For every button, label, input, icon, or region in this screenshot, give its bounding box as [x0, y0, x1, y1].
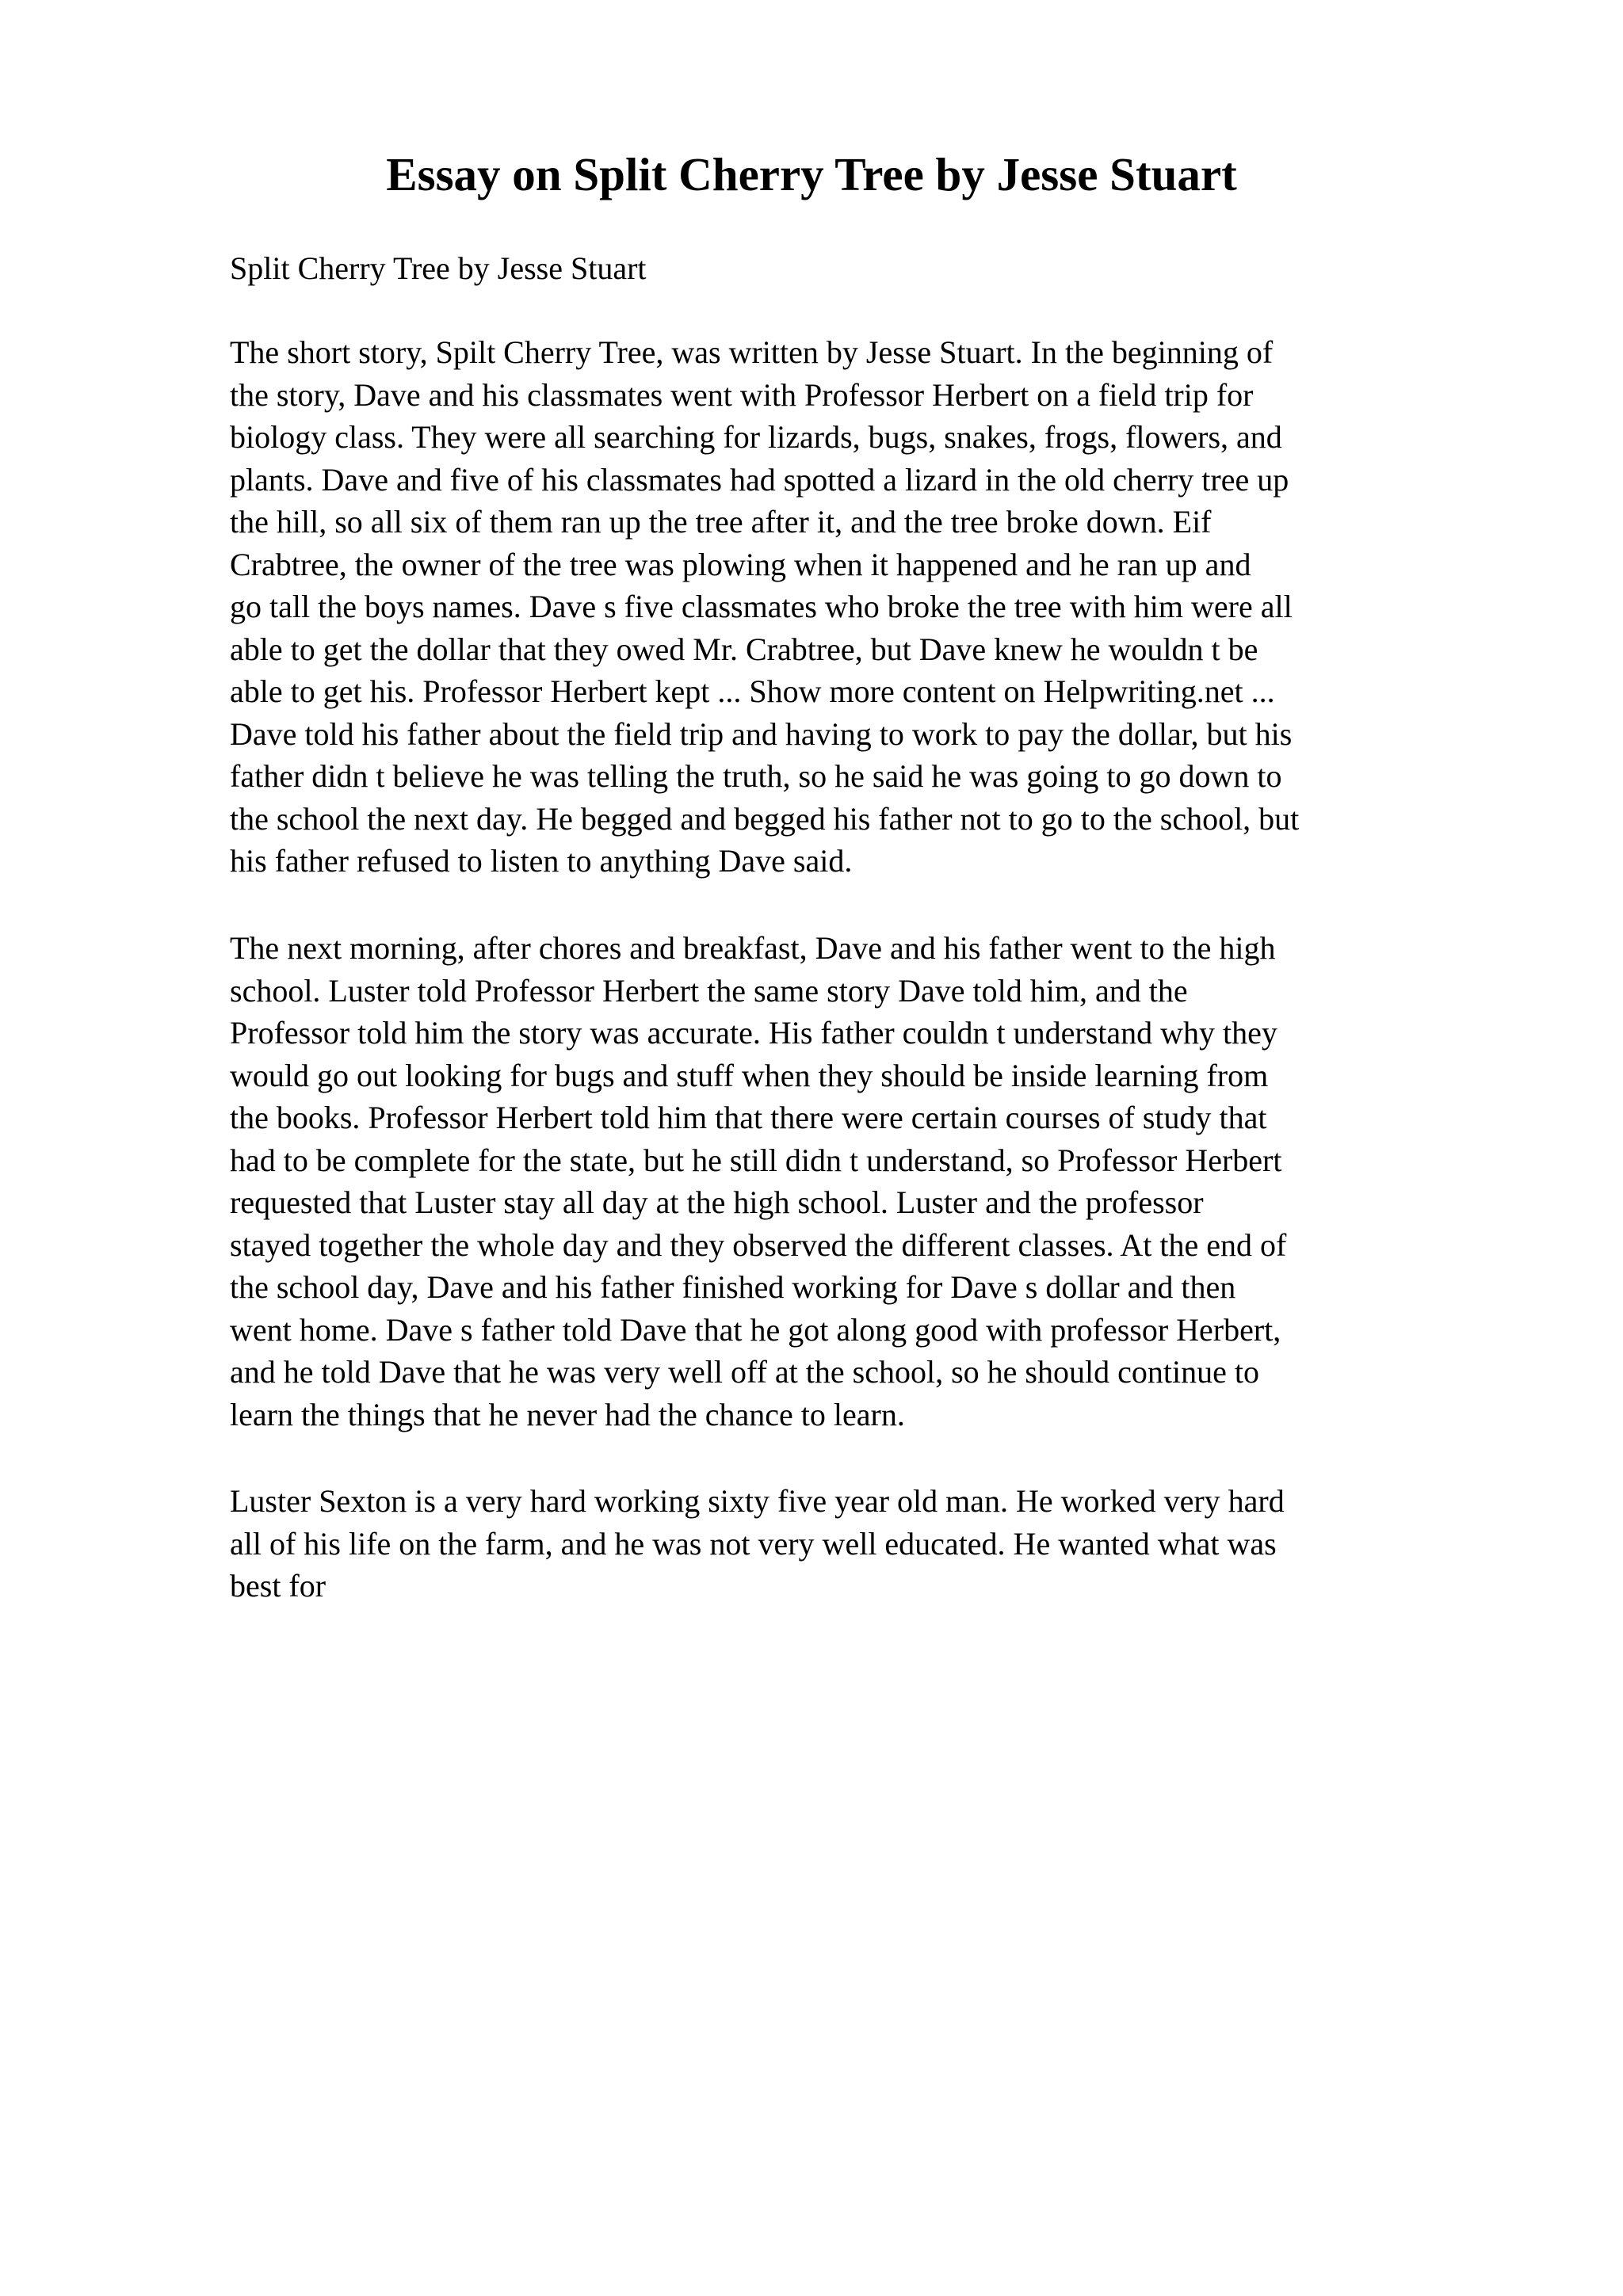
text-line: had to be complete for the state, but he still didn t understand, so Professor Herbert: [230, 1142, 1282, 1178]
text-line: Dave told his father about the field trip and having to work to pay the dollar, but his: [230, 715, 1293, 752]
text-line: went home. Dave s father told Dave that he got along good with professor Herbert,: [230, 1311, 1281, 1348]
text-line: stayed together the whole day and they observed the different classes. At the end of: [230, 1226, 1287, 1263]
text-line: plants. Dave and five of his classmates had spotted a lizard in the old cherry tree up: [230, 461, 1289, 498]
text-line: his father refused to listen to anything Dave said.: [230, 843, 853, 879]
text-line: the hill, so all six of them ran up the tree after it, and the tree broke down. Eif: [230, 504, 1212, 540]
text-line: would go out looking for bugs and stuff when they should be inside learning from: [230, 1057, 1269, 1093]
document-title: Essay on Split Cherry Tree by Jesse Stuart: [386, 148, 1237, 200]
text-line: father didn t believe he was telling the truth, so he said he was going to go down to: [230, 758, 1282, 794]
text-line: requested that Luster stay all day at the high school. Luster and the professor: [230, 1184, 1204, 1220]
text-line: best for: [230, 1568, 327, 1604]
text-line: school. Luster told Professor Herbert the same story Dave told him, and the: [230, 972, 1188, 1009]
text-line: Luster Sexton is a very hard working sixty five year old man. He worked very hard: [230, 1483, 1285, 1519]
text-line: and he told Dave that he was very well off at the school, so he should continue to: [230, 1354, 1259, 1390]
text-line: Professor told him the story was accurate. His father couldn t understand why they: [230, 1015, 1277, 1051]
paragraph-2: [230, 927, 1498, 1436]
text-line: able to get his. Professor Herbert kept ... Show more content on Helpwriting.net ...: [230, 673, 1275, 709]
text-line: learn the things that he never had the chance to learn.: [230, 1396, 905, 1432]
text-line: Crabtree, the owner of the tree was plowing when it happened and he ran up and: [230, 546, 1251, 582]
text-line: all of his life on the farm, and he was not very well educated. He wanted what was: [230, 1525, 1277, 1562]
text-line: the school the next day. He begged and begged his father not to go to the school, but: [230, 800, 1300, 837]
text-line: The next morning, after chores and breakfast, Dave and his father went to the high: [230, 930, 1276, 966]
text-line: the books. Professor Herbert told him that there were certain courses of study that: [230, 1100, 1267, 1135]
text-line: The short story, Spilt Cherry Tree, was written by Jesse Stuart. In the beginning of: [230, 334, 1274, 370]
text-line: the school day, Dave and his father finished working for Dave s dollar and then: [230, 1269, 1236, 1305]
text-line: go tall the boys names. Dave s five classmates who broke the tree with him were all: [230, 589, 1293, 624]
paragraph-1: [230, 331, 1498, 883]
text-line: able to get the dollar that they owed Mr. Crabtree, but Dave knew he wouldn t be: [230, 631, 1258, 667]
document-subtitle: Split Cherry Tree by Jesse Stuart: [230, 250, 647, 286]
text-line: the story, Dave and his classmates went with Professor Herbert on a field trip for: [230, 376, 1254, 413]
text-line: biology class. They were all searching for lizards, bugs, snakes, frogs, flowers, and: [230, 419, 1282, 455]
paragraph-3: [230, 1480, 1498, 1608]
